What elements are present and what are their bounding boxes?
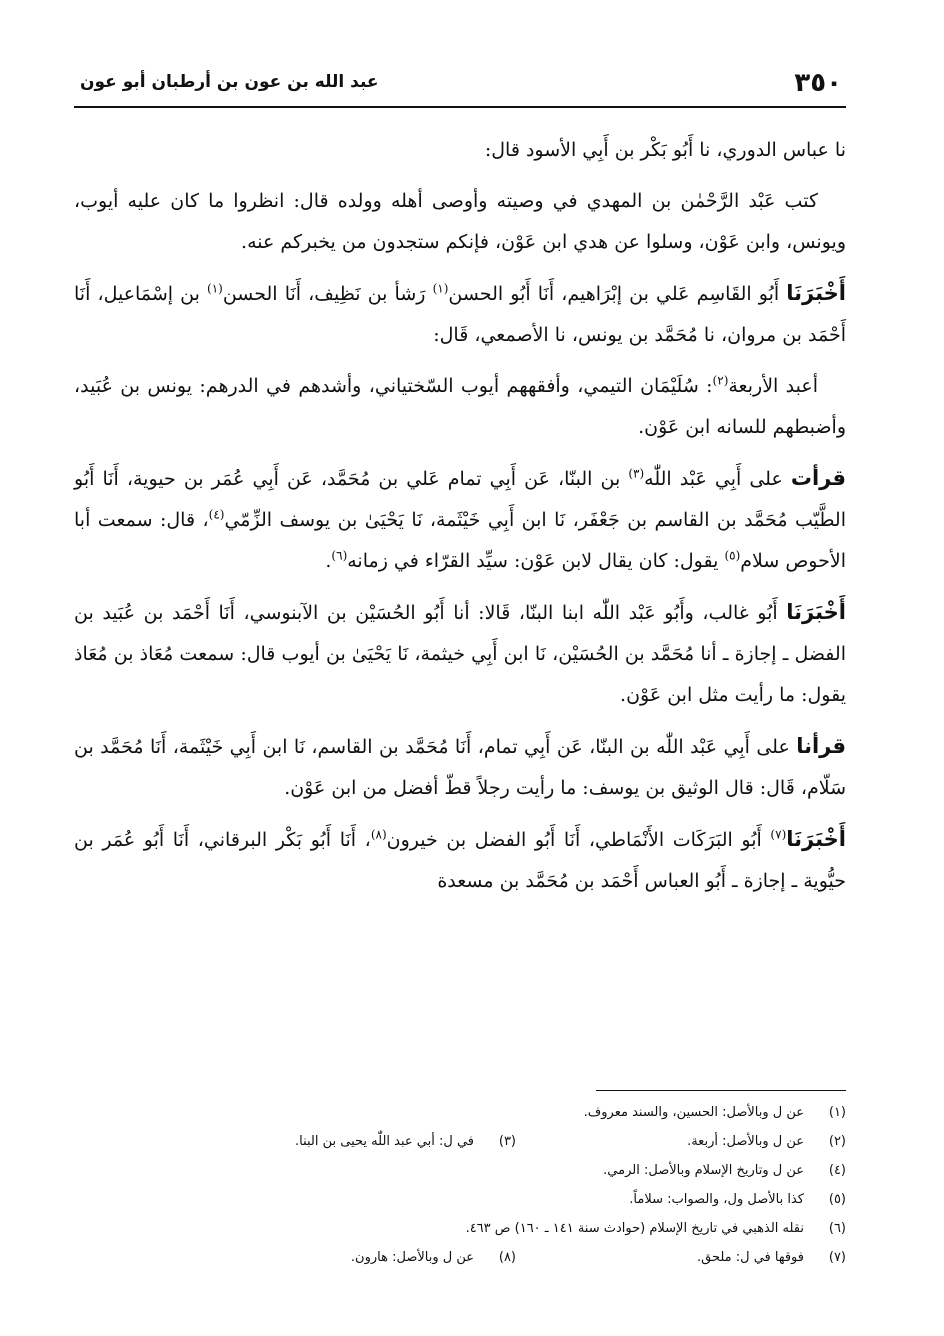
footnote-text: عن ل وتاريخ الإسلام وبالأصل: الرمي.: [603, 1163, 804, 1178]
paragraph-2: [74, 181, 846, 263]
footnote-ref: (٨): [370, 827, 387, 842]
footnote-number: (٣): [498, 1134, 516, 1149]
paragraph-text: .: [325, 550, 332, 572]
footnote-3: [295, 1127, 516, 1156]
paragraph-1: [74, 130, 846, 171]
paragraph-text: على أَبِي عَبْد اللّٰه: [644, 468, 791, 490]
paragraph-text: بن إسْمَاعيل، أَنَا أَحْمَد بن مروان، نا مُحَمَّد بن يونس، نا الأصمعي، قَال:: [74, 283, 846, 346]
footnote-number: (٧): [828, 1250, 846, 1265]
book-page: [74, 58, 846, 1298]
footnote-text: فوقها في ل: ملحق.: [696, 1250, 804, 1265]
paragraph-text: أَبُو غالب، وأَبُو عَبْد اللّٰه ابنا البنّا، قَالا: أنا أَبُو الحُسَيْن بن الآبنوسي، أَنَا أَحْمَد بن عُبَيد بن الفضل ـ إجازة ـ أنا مُحَمَّد بن الحُسَيْن، نَا ابن أَبِي خيثمة، نَا يَحْيَىٰ بن أيوب قال: سمعت مُعَاذ بن مُعَاذ يقول: ما رأيت مثل ابن عَوْن.: [74, 602, 846, 706]
footnote-number: (٥): [828, 1192, 846, 1207]
footnote-ref: (٢): [712, 373, 729, 388]
paragraph-5: [74, 458, 846, 582]
footnote-ref: (٣): [628, 466, 645, 481]
main-text: [74, 130, 846, 912]
footnote-ref: (٧): [770, 827, 787, 842]
footnote-text: كذا بالأصل ول، والصواب: سلاماً.: [629, 1192, 804, 1207]
footnote-text: عن ل وبالأصل: أربعة.: [687, 1134, 804, 1149]
running-header: [74, 58, 846, 108]
footnote-ref: (٥): [724, 548, 741, 563]
isnad-lead-word: أَخْبَرَنَا: [786, 600, 846, 624]
footnote-separator: [596, 1090, 846, 1091]
paragraph-text: أَبُو القَاسِم عَلي بن إبْرَاهيم، أَنَا أَبُو الحسن: [448, 283, 787, 305]
footnote-text: نقله الذهبي في تاريخ الإسلام (حوادث سنة ١٤١ ـ ١٦٠) ص ٤٦٣.: [465, 1221, 804, 1236]
footnote-text: عن ل وبالأصل: الحسين، والسند معروف.: [583, 1105, 804, 1120]
footnote-row: [74, 1127, 846, 1156]
paragraph-6: [74, 592, 846, 716]
isnad-lead-word: أَخْبَرَنَا: [786, 827, 846, 851]
footnote-number: (٦): [828, 1221, 846, 1236]
page-number: ٣٥٠: [794, 68, 842, 98]
paragraph-text: رَشأ بن نَظِيف، أَنَا الحسن: [222, 283, 433, 305]
footnotes: [74, 1098, 846, 1272]
footnote-row: [74, 1214, 846, 1243]
footnote-number: (١): [828, 1105, 846, 1120]
isnad-lead-word: قرأت: [790, 466, 846, 490]
footnote-text: عن ل وبالأصل: هارون.: [350, 1250, 474, 1265]
footnote-row: [74, 1156, 846, 1185]
footnote-text: في ل: أبي عبد اللّٰه يحيى بن البنا.: [294, 1134, 474, 1149]
paragraph-text: ، قال: سمعت أبا الأحوص سلام: [74, 509, 846, 572]
footnote-row: [74, 1185, 846, 1214]
footnote-4: [603, 1156, 846, 1185]
footnote-number: (٨): [498, 1250, 516, 1265]
paragraph-4: [74, 366, 846, 448]
paragraph-text: أعبد الأربعة: [728, 375, 819, 397]
paragraph-text: نا عباس الدوري، نا أَبُو بَكْر بن أَبِي الأسود قال:: [484, 139, 846, 161]
footnote-2: [516, 1127, 846, 1156]
paragraph-7: [74, 726, 846, 809]
footnote-ref: (١): [207, 281, 223, 296]
paragraph-text: أَبُو البَرَكَات الأَنْمَاطي، أَنَا أَبُو الفضل بن خيرون: [386, 829, 771, 851]
paragraph-text: يقول: كان يقال لابن عَوْن: سيِّد القرّاء في زمانه: [347, 550, 725, 572]
footnote-7: [516, 1243, 846, 1272]
isnad-lead-word: قرأنا: [796, 734, 846, 758]
paragraph-text: كتب عَبْد الرَّحْمٰن بن المهدي في وصيته وأوصى أهله وولده قال: انظروا ما كان عليه أيوب، ويونس، وابن عَوْن، وسلوا عن هدي ابن عَوْن، فإنكم ستجدون من يخبركم عنه.: [74, 190, 846, 253]
paragraph-text: على أَبِي عَبْد اللّٰه بن البنّا، عَن أَبِي تمام، أَنَا مُحَمَّد بن القاسم، نَا ابن أَبِي خَيْثَمة، أَنَا مُحَمَّد بن سَلّام، قَال: قال الوثيق بن يوسف: ما رأيت رجلاً قطّ أفضل من ابن عَوْن.: [74, 736, 846, 799]
running-title: عبد الله بن عون بن أرطبان أبو عون: [80, 72, 379, 92]
paragraph-8: [74, 819, 846, 902]
paragraph-text: : سُلَيْمَان التيمي، وأفقههم أيوب السّختياني، وأشدهم في الدرهم: يونس بن عُبَيد، وأضبطهم للسانه ابن عَوْن.: [74, 375, 846, 438]
footnote-8: [351, 1243, 516, 1272]
footnote-number: (٤): [828, 1163, 846, 1178]
isnad-lead-word: أَخْبَرَنَا: [786, 281, 847, 305]
paragraph-text: ، أَنَا أَبُو بَكْر البرقاني، أَنَا أَبُو عُمَر بن حيُّوية ـ إجازة ـ أَبُو العباس أَحْمَد بن مُحَمَّد بن مسعدة: [74, 829, 846, 892]
paragraph-text: بن البنّا، عَن أَبِي تمام عَلي بن مُحَمَّد، عَن أَبِي عُمَر بن حيوية، أَنَا أَبُو الطَّيّب مُحَمَّد بن القاسم بن جَعْفَر، نَا ابن أَبِي خَيْثَمة، نَا يَحْيَىٰ بن يوسف الزِّمّي: [74, 468, 846, 531]
footnote-ref: (١): [432, 281, 449, 296]
footnote-number: (٢): [828, 1134, 846, 1149]
footnote-1: [584, 1098, 846, 1127]
footnote-ref: (٤): [208, 507, 225, 522]
footnote-ref: (٦): [331, 548, 348, 563]
footnote-row: [74, 1098, 846, 1127]
footnote-5: [629, 1185, 846, 1214]
footnote-row: [74, 1243, 846, 1272]
footnote-6: [466, 1214, 846, 1243]
paragraph-3: [74, 273, 846, 356]
